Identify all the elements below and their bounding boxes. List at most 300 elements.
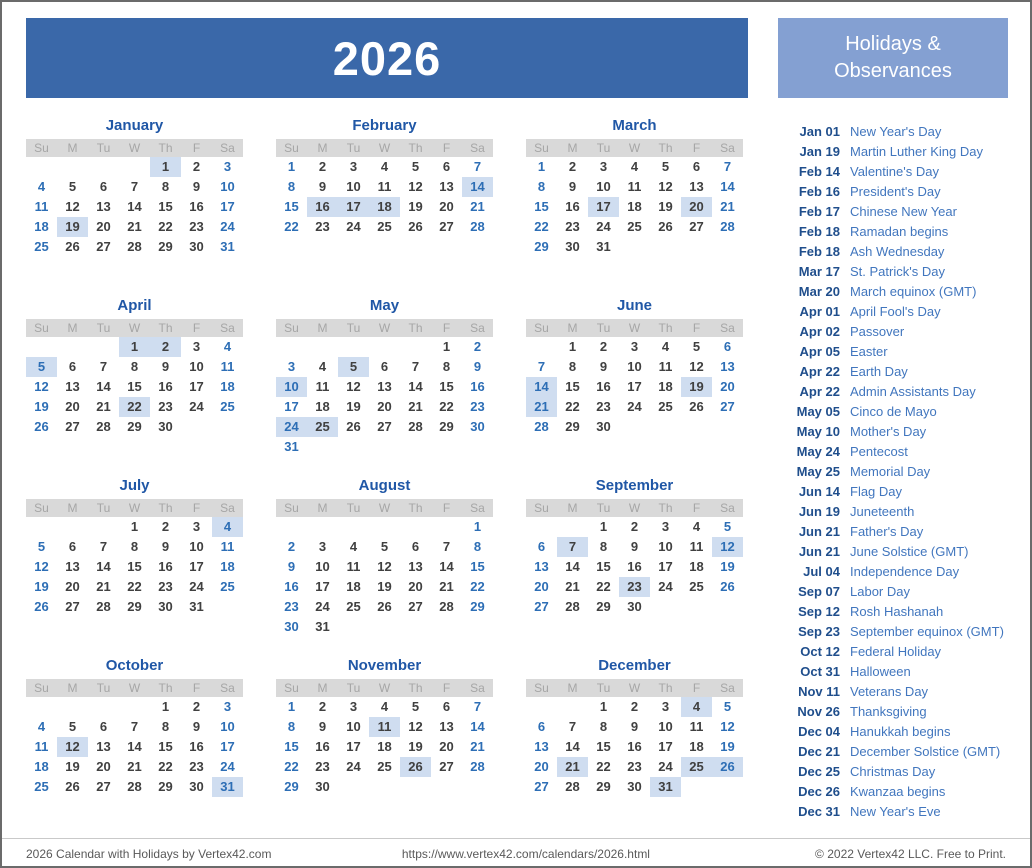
holiday-row <box>788 622 1028 642</box>
day-cell: 16 <box>315 739 330 754</box>
day-cell: 31 <box>189 599 204 614</box>
day-cell-highlighted: 20 <box>681 197 712 217</box>
weekday-header-row <box>526 679 743 697</box>
day-cell: 14 <box>96 379 111 394</box>
day-cell: 15 <box>439 379 454 394</box>
holiday-date: Nov 11 <box>798 684 840 699</box>
day-cell: 8 <box>161 179 170 194</box>
day-cell: 6 <box>99 179 108 194</box>
holiday-name: Federal Holiday <box>850 644 942 659</box>
day-cell: 11 <box>34 199 49 214</box>
day-cell: 9 <box>318 179 327 194</box>
day-cell: 9 <box>161 359 170 374</box>
day-cell: 29 <box>439 419 454 434</box>
day-cell: 17 <box>220 199 235 214</box>
holiday-date: Jun 21 <box>798 524 840 539</box>
day-cell: 10 <box>189 539 204 554</box>
day-cell: 29 <box>158 779 173 794</box>
day-cell: 23 <box>315 759 330 774</box>
day-cell: 15 <box>596 559 611 574</box>
day-cell: 13 <box>408 559 423 574</box>
weekday-header: Tu <box>346 141 361 155</box>
day-cell: 17 <box>627 379 642 394</box>
holiday-row <box>788 382 1028 402</box>
weekday-header: M <box>317 681 328 695</box>
holiday-row <box>788 802 1028 822</box>
day-cell: 6 <box>537 539 546 554</box>
day-cell: 6 <box>68 539 77 554</box>
day-cell: 23 <box>627 759 642 774</box>
day-cell: 10 <box>189 359 204 374</box>
day-cell: 16 <box>189 739 204 754</box>
weekday-header: W <box>378 681 391 695</box>
weekday-header: W <box>378 321 391 335</box>
day-cell: 12 <box>346 379 361 394</box>
day-cell: 3 <box>192 339 201 354</box>
day-cell: 19 <box>658 199 673 214</box>
day-cell: 12 <box>658 179 673 194</box>
holiday-row <box>788 242 1028 262</box>
weekday-header: Th <box>408 321 423 335</box>
weekday-header-row <box>26 679 243 697</box>
weekday-header: Su <box>534 681 549 695</box>
day-cell: 13 <box>689 179 704 194</box>
day-cell: 18 <box>346 579 361 594</box>
day-cell: 22 <box>596 759 611 774</box>
day-cell: 7 <box>473 699 482 714</box>
day-cell: 10 <box>220 179 235 194</box>
day-cell: 2 <box>318 159 327 174</box>
holiday-date: Dec 25 <box>798 764 840 779</box>
day-cell: 26 <box>658 219 673 234</box>
weekday-header: Sa <box>720 681 735 695</box>
day-cell: 5 <box>411 699 420 714</box>
day-cell: 2 <box>192 699 201 714</box>
day-cell: 21 <box>720 199 735 214</box>
day-cell: 16 <box>284 579 299 594</box>
day-cell: 4 <box>37 179 46 194</box>
empty-cell <box>26 337 57 357</box>
days-grid <box>276 697 493 797</box>
holiday-date: Dec 31 <box>798 804 840 819</box>
day-cell: 22 <box>439 399 454 414</box>
day-cell: 21 <box>439 579 454 594</box>
day-cell: 24 <box>189 399 204 414</box>
day-cell-highlighted: 17 <box>588 197 619 217</box>
month-title: April <box>117 297 152 314</box>
holiday-row <box>788 582 1028 602</box>
day-cell: 28 <box>565 599 580 614</box>
days-grid <box>26 157 243 257</box>
weekday-header: Sa <box>470 141 485 155</box>
holiday-name: Thanksgiving <box>850 704 927 719</box>
weekday-header: Tu <box>346 681 361 695</box>
day-cell: 28 <box>127 239 142 254</box>
month-title: November <box>347 657 422 674</box>
day-cell: 25 <box>346 599 361 614</box>
holiday-row <box>788 322 1028 342</box>
weekday-header: Sa <box>720 141 735 155</box>
day-cell: 9 <box>599 359 608 374</box>
month-title: October <box>105 657 164 674</box>
month-june <box>526 296 743 476</box>
day-cell: 17 <box>189 379 204 394</box>
holiday-row <box>788 642 1028 662</box>
weekday-header: W <box>628 321 641 335</box>
weekday-header: Th <box>658 681 673 695</box>
day-cell-highlighted: 31 <box>212 777 243 797</box>
day-cell: 11 <box>315 379 330 394</box>
day-cell: 15 <box>470 559 485 574</box>
day-cell: 24 <box>220 219 235 234</box>
day-cell: 13 <box>377 379 392 394</box>
day-cell: 20 <box>65 579 80 594</box>
day-cell: 6 <box>99 719 108 734</box>
day-cell: 24 <box>658 759 673 774</box>
day-cell: 11 <box>689 719 704 734</box>
holiday-name: Valentine's Day <box>850 164 939 179</box>
day-cell: 28 <box>565 779 580 794</box>
day-cell: 13 <box>65 379 80 394</box>
weekday-header: Tu <box>96 681 111 695</box>
day-cell: 21 <box>127 219 142 234</box>
day-cell: 14 <box>470 719 485 734</box>
day-cell: 13 <box>65 559 80 574</box>
weekday-header: M <box>67 501 78 515</box>
day-cell: 19 <box>65 759 80 774</box>
day-cell-highlighted: 7 <box>557 537 588 557</box>
weekday-header: Su <box>534 321 549 335</box>
day-cell: 9 <box>318 719 327 734</box>
month-title: August <box>358 477 411 494</box>
weekday-header: M <box>67 681 78 695</box>
holiday-row <box>788 362 1028 382</box>
day-cell: 8 <box>442 359 451 374</box>
day-cell: 3 <box>223 159 232 174</box>
day-cell: 27 <box>96 779 111 794</box>
holiday-date: Jun 21 <box>798 544 840 559</box>
day-cell: 17 <box>346 739 361 754</box>
holiday-date: Jan 19 <box>799 144 840 159</box>
weekday-header: Th <box>158 681 173 695</box>
day-cell: 18 <box>315 399 330 414</box>
day-cell: 16 <box>596 379 611 394</box>
day-cell: 18 <box>689 559 704 574</box>
day-cell: 23 <box>596 399 611 414</box>
holiday-name: St. Patrick's Day <box>850 264 945 279</box>
weekday-header-row <box>26 499 243 517</box>
empty-cell <box>26 157 57 177</box>
day-cell: 18 <box>627 199 642 214</box>
day-cell: 30 <box>470 419 485 434</box>
days-grid <box>26 697 243 797</box>
holiday-date: Mar 17 <box>798 264 840 279</box>
day-cell: 23 <box>189 759 204 774</box>
day-cell: 26 <box>34 419 49 434</box>
day-cell: 15 <box>127 379 142 394</box>
month-february <box>276 116 493 296</box>
day-cell: 20 <box>65 399 80 414</box>
day-cell: 17 <box>220 739 235 754</box>
empty-cell <box>276 337 307 357</box>
day-cell: 24 <box>189 579 204 594</box>
day-cell: 10 <box>658 719 673 734</box>
day-cell: 4 <box>223 339 232 354</box>
holiday-row <box>788 342 1028 362</box>
day-cell: 27 <box>534 779 549 794</box>
day-cell: 11 <box>220 539 235 554</box>
weekday-header: F <box>192 681 201 695</box>
holiday-row <box>788 142 1028 162</box>
holiday-name: Labor Day <box>850 584 910 599</box>
day-cell: 30 <box>627 599 642 614</box>
holiday-name: Chinese New Year <box>850 204 957 219</box>
day-cell: 20 <box>377 399 392 414</box>
day-cell: 30 <box>158 599 173 614</box>
weekday-header: Su <box>534 141 549 155</box>
holiday-list <box>788 122 1028 822</box>
weekday-header: M <box>317 321 328 335</box>
day-cell: 28 <box>408 419 423 434</box>
weekday-header: Su <box>284 681 299 695</box>
day-cell-highlighted: 17 <box>338 197 369 217</box>
day-cell: 30 <box>284 619 299 634</box>
day-cell: 27 <box>96 239 111 254</box>
day-cell: 20 <box>408 579 423 594</box>
day-cell: 30 <box>565 239 580 254</box>
day-cell: 25 <box>34 239 49 254</box>
footer-url: https://www.vertex42.com/calendars/2026.html <box>401 847 650 861</box>
holiday-date: Sep 12 <box>798 604 840 619</box>
holiday-row <box>788 442 1028 462</box>
day-cell: 22 <box>565 399 580 414</box>
holiday-date: Apr 05 <box>799 344 840 359</box>
empty-cell <box>57 157 88 177</box>
holiday-date: Sep 23 <box>798 624 840 639</box>
day-cell: 10 <box>220 719 235 734</box>
day-cell: 27 <box>439 759 454 774</box>
day-cell: 1 <box>473 519 482 534</box>
day-cell: 30 <box>158 419 173 434</box>
day-cell: 2 <box>192 159 201 174</box>
day-cell: 5 <box>723 519 732 534</box>
day-cell: 10 <box>627 359 642 374</box>
weekday-header: Tu <box>346 501 361 515</box>
day-cell: 7 <box>537 359 546 374</box>
weekday-header: F <box>192 501 201 515</box>
day-cell: 15 <box>534 199 549 214</box>
weekday-header: Sa <box>220 681 235 695</box>
weekday-header: Su <box>34 681 49 695</box>
holiday-name: Christmas Day <box>850 764 936 779</box>
day-cell: 24 <box>658 579 673 594</box>
empty-cell <box>557 517 588 537</box>
holiday-name: Admin Assistants Day <box>850 384 976 399</box>
empty-cell <box>526 337 557 357</box>
day-cell: 3 <box>661 519 670 534</box>
day-cell: 6 <box>442 159 451 174</box>
day-cell-highlighted: 1 <box>119 337 150 357</box>
day-cell: 13 <box>96 739 111 754</box>
weekday-header: M <box>567 141 578 155</box>
day-cell: 28 <box>96 419 111 434</box>
day-cell-highlighted: 24 <box>276 417 307 437</box>
weekday-header: Su <box>534 501 549 515</box>
day-cell: 3 <box>630 339 639 354</box>
weekday-header: W <box>128 501 141 515</box>
day-cell: 2 <box>630 519 639 534</box>
holiday-date: May 10 <box>796 424 840 439</box>
holiday-name: April Fool's Day <box>850 304 941 319</box>
day-cell: 26 <box>689 399 704 414</box>
holiday-name: June Solstice (GMT) <box>850 544 969 559</box>
weekday-header: F <box>442 141 451 155</box>
day-cell: 10 <box>346 179 361 194</box>
day-cell: 13 <box>534 739 549 754</box>
weekday-header: M <box>317 501 328 515</box>
day-cell: 13 <box>720 359 735 374</box>
weekday-header: W <box>128 141 141 155</box>
day-cell: 5 <box>68 179 77 194</box>
weekday-header: Th <box>658 141 673 155</box>
day-cell-highlighted: 21 <box>526 397 557 417</box>
day-cell: 20 <box>720 379 735 394</box>
day-cell-highlighted: 25 <box>681 757 712 777</box>
day-cell: 6 <box>411 539 420 554</box>
day-cell: 12 <box>408 179 423 194</box>
day-cell: 18 <box>377 739 392 754</box>
weekday-header: Tu <box>596 501 611 515</box>
day-cell: 2 <box>568 159 577 174</box>
holiday-row <box>788 522 1028 542</box>
day-cell: 5 <box>661 159 670 174</box>
day-cell: 13 <box>534 559 549 574</box>
day-cell: 3 <box>349 159 358 174</box>
day-cell: 11 <box>689 539 704 554</box>
holiday-name: Memorial Day <box>850 464 931 479</box>
day-cell: 12 <box>34 379 49 394</box>
holiday-date: Oct 31 <box>800 664 840 679</box>
day-cell: 18 <box>658 379 673 394</box>
holiday-date: Feb 18 <box>798 224 840 239</box>
day-cell: 3 <box>223 699 232 714</box>
days-grid <box>276 337 493 457</box>
weekday-header-row <box>526 319 743 337</box>
day-cell-highlighted: 16 <box>307 197 338 217</box>
day-cell-highlighted: 19 <box>681 377 712 397</box>
day-cell-highlighted: 26 <box>712 757 743 777</box>
holiday-date: Feb 18 <box>798 244 840 259</box>
day-cell: 26 <box>65 779 80 794</box>
holiday-name: Flag Day <box>850 484 903 499</box>
holidays-panel-header <box>778 18 1008 98</box>
day-cell: 18 <box>34 759 49 774</box>
day-cell-highlighted: 21 <box>557 757 588 777</box>
day-cell: 13 <box>439 719 454 734</box>
holiday-name: September equinox (GMT) <box>850 624 1004 639</box>
day-cell: 1 <box>287 699 296 714</box>
day-cell: 21 <box>96 579 111 594</box>
holiday-row <box>788 462 1028 482</box>
day-cell: 3 <box>661 699 670 714</box>
day-cell: 1 <box>287 159 296 174</box>
day-cell-highlighted: 31 <box>650 777 681 797</box>
day-cell: 9 <box>630 719 639 734</box>
day-cell: 2 <box>287 539 296 554</box>
day-cell-highlighted: 5 <box>26 357 57 377</box>
day-cell: 31 <box>284 439 299 454</box>
day-cell: 11 <box>34 739 49 754</box>
weekday-header-row <box>276 679 493 697</box>
day-cell: 29 <box>127 419 142 434</box>
weekday-header: M <box>567 501 578 515</box>
empty-cell <box>431 517 462 537</box>
day-cell: 12 <box>689 359 704 374</box>
day-cell: 30 <box>596 419 611 434</box>
day-cell: 16 <box>565 199 580 214</box>
empty-cell <box>400 517 431 537</box>
day-cell: 4 <box>661 339 670 354</box>
holiday-date: Feb 16 <box>798 184 840 199</box>
weekday-header-row <box>26 139 243 157</box>
day-cell: 9 <box>192 179 201 194</box>
day-cell: 5 <box>68 719 77 734</box>
day-cell: 19 <box>720 739 735 754</box>
empty-cell <box>400 337 431 357</box>
day-cell: 5 <box>411 159 420 174</box>
day-cell: 2 <box>599 339 608 354</box>
weekday-header: F <box>692 681 701 695</box>
day-cell: 7 <box>130 179 139 194</box>
empty-cell <box>307 337 338 357</box>
day-cell: 23 <box>315 219 330 234</box>
day-cell: 19 <box>377 579 392 594</box>
holiday-date: Jun 14 <box>798 484 840 499</box>
holiday-date: Oct 12 <box>800 644 840 659</box>
weekday-header: Su <box>34 141 49 155</box>
day-cell: 24 <box>315 599 330 614</box>
footer-copyright: © 2022 Vertex42 LLC. Free to Print. <box>815 847 1006 861</box>
day-cell: 7 <box>411 359 420 374</box>
days-grid <box>526 697 743 797</box>
holiday-date: May 24 <box>796 444 840 459</box>
day-cell: 8 <box>599 539 608 554</box>
day-cell: 15 <box>158 739 173 754</box>
day-cell: 28 <box>534 419 549 434</box>
day-cell: 20 <box>96 219 111 234</box>
day-cell-highlighted: 23 <box>619 577 650 597</box>
day-cell: 30 <box>189 779 204 794</box>
months-grid <box>26 116 743 836</box>
day-cell: 23 <box>158 579 173 594</box>
day-cell: 29 <box>596 599 611 614</box>
weekday-header: F <box>692 501 701 515</box>
day-cell: 9 <box>473 359 482 374</box>
month-title: June <box>616 297 652 314</box>
day-cell: 8 <box>287 179 296 194</box>
day-cell: 25 <box>377 219 392 234</box>
day-cell: 12 <box>34 559 49 574</box>
day-cell: 9 <box>161 539 170 554</box>
day-cell: 4 <box>37 719 46 734</box>
day-cell: 3 <box>599 159 608 174</box>
holiday-name: Mother's Day <box>850 424 927 439</box>
days-grid <box>276 157 493 237</box>
month-july <box>26 476 243 656</box>
day-cell: 21 <box>470 199 485 214</box>
day-cell: 16 <box>158 379 173 394</box>
day-cell: 26 <box>34 599 49 614</box>
